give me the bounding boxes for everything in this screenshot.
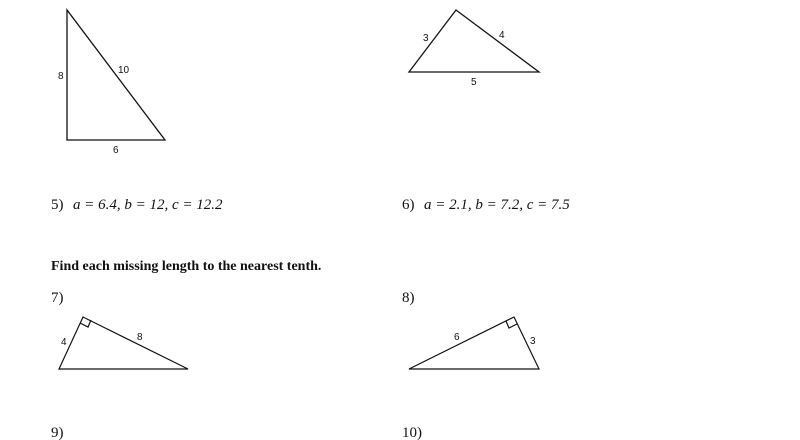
right-triangle-7 <box>59 317 188 369</box>
side-label: 8 <box>137 332 143 343</box>
side-label: 6 <box>454 332 460 343</box>
triangle-figure-1 <box>67 10 165 140</box>
right-triangle-8 <box>409 317 539 369</box>
problem-number: 5) <box>51 197 64 213</box>
problem-text: a = 6.4, b = 12, c = 12.2 <box>73 197 223 213</box>
side-label: 10 <box>118 65 130 76</box>
problem-number: 9) <box>51 425 64 440</box>
problem-number: 8) <box>402 290 415 306</box>
problem-number: 10) <box>402 425 422 440</box>
side-label: 3 <box>530 336 536 347</box>
side-label: 4 <box>61 337 67 348</box>
problem-text: a = 2.1, b = 7.2, c = 7.5 <box>424 197 570 213</box>
right-angle-marker <box>506 321 517 328</box>
side-label: 5 <box>471 77 477 88</box>
problem-number: 6) <box>402 197 415 213</box>
section-heading: Find each missing length to the nearest tenth. <box>51 259 322 274</box>
problem-number: 7) <box>51 290 64 306</box>
side-label: 3 <box>423 33 429 44</box>
side-label: 6 <box>113 145 119 156</box>
side-label: 8 <box>58 71 64 82</box>
side-label: 4 <box>499 30 505 41</box>
